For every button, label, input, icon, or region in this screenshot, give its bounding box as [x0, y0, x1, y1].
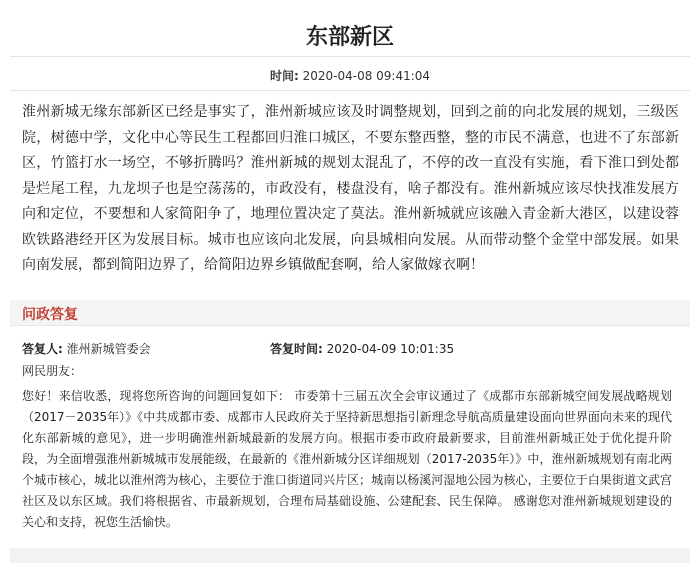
bottom-band: [10, 548, 690, 563]
question-text: 淮州新城无缘东部新区已经是事实了，淮州新城应该及时调整规划，回到之前的向北发展的规划，三级医院，树德中学，文化中心等民生工程都回归淮口城区，不要东整西整，整的市民不满意，也进不了东部新区，竹篮打水一场空，不够折腾吗？淮州新城的规划太混乱了，不停的改一直没有实施，看下淮口到处都是烂尾工程，九龙坝子也是空荡荡的，市政没有，楼盘没有，啥子都没有。淮州新城应该尽快找准发展方向和定位，不要想和人家简阳争了，地理位置决定了莫法。淮州新城就应该融入青金新大港区，以建设蓉欧铁路港经开区为发展目标。城市也应该向北发展，向县城相向发展。从而带动整个金堂中部发展。如果向南发展，都到简阳边界了，给简阳边界乡镇做配套啊，给人家做嫁衣啊！: [22, 104, 679, 273]
post-time-label: 时间:: [269, 69, 299, 83]
post-meta: [0, 67, 700, 84]
title-divider: [10, 56, 690, 57]
reply-section-title: 问政答复: [22, 307, 78, 323]
responder-value: 淮州新城管委会: [66, 342, 151, 356]
reply-greeting: 网民朋友：: [22, 364, 83, 378]
reply-body: 您好！来信收悉，现将您所咨询的问题回复如下： 市委第十三届五次全会审议通过了《成都市东部新城空间发展战略规划（2017－2035年）》《中共成都市委、成都市人民政府关于坚持新思想指引新理念导航高质量建设面向世界面向未来的现代化东部新城的意见》，进一步明确淮州新城最新的发展方向。根据市委市政府最新要求，目前淮州新城正处于优化提升阶段，为全面增强淮州新城城市发展能级，在最新的《淮州新城分区详细规划（2017-2035年）》中，淮州新城规划有南北两个城市核心，城北以淮州湾为核心，主要位于淮口街道同兴片区；城南以杨溪河湿地公园为核心，主要位于白果街道文武宫社区及以东区域。我们将根据省、市最新规划，合理布局基础设施、公建配套、民生保障。 感谢您对淮州新城规划建设的关心和支持，祝您生活愉快。: [22, 389, 672, 529]
reply-section-header: [10, 300, 690, 326]
post-title: 东部新区: [305, 25, 394, 50]
reply-time-value: 2020-04-09 10:01:35: [326, 342, 455, 356]
responder-label: 答复人:: [22, 342, 63, 356]
meta-divider: [10, 90, 690, 91]
reply-time-label: 答复时间:: [270, 342, 323, 356]
responder: [22, 340, 151, 357]
reply-time: [270, 340, 454, 357]
post-time-value: 2020-04-08 09:41:04: [302, 69, 431, 83]
